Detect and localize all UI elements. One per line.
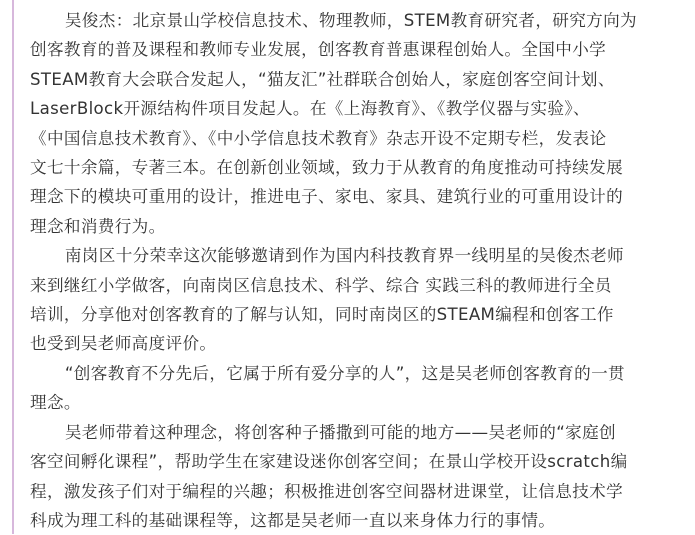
text-line: LaserBlock开源结构件项目发起人。在《上海教育》、《教学仪器与实验》、 xyxy=(30,99,590,119)
text-line: 培训，分享他对创客教育的了解与认知，同时南岗区的STEAM编程和创客工作 xyxy=(30,305,614,325)
paragraph-visit xyxy=(30,241,690,359)
text-line: 南岗区十分荣幸这次能够邀请到作为国内科技教育界一线明星的吴俊杰老师 xyxy=(64,246,625,266)
left-accent-border xyxy=(12,0,14,534)
text-line: 程，激发孩子们对于编程的兴趣；积极推进创客空间器材进课堂，让信息技术学 xyxy=(30,481,624,501)
text-line: 理念。 xyxy=(30,393,81,413)
text-line: 来到继红小学做客，向南岗区信息技术、科学、综合 实践三科的教师进行全员 xyxy=(30,275,612,295)
text-line: 理念和消费行为。 xyxy=(30,216,166,236)
text-line: 《中国信息技术教育》、《中小学信息技术教育》杂志开设不定期专栏，发表论 xyxy=(30,128,607,148)
text-line: 吴俊杰：北京景山学校信息技术、物理教师，STEM教育研究者，研究方向为 xyxy=(64,11,637,30)
text-line: “创客教育不分先后，它属于所有爱分享的人”，这是吴老师创客教育的一贯 xyxy=(64,363,625,383)
text-line: 客空间孵化课程”，帮助学生在家建设迷你创客空间；在景山学校开设scratch编 xyxy=(30,452,628,472)
paragraph-quote xyxy=(30,359,690,418)
text-line: 科成为理工科的基础课程等，这都是吴老师一直以来身体力行的事情。 xyxy=(30,510,556,530)
text-line: 文七十余篇，专著三本。在创新创业领域，致力于从教育的角度推动可持续发展 xyxy=(30,158,624,178)
text-line: 也受到吴老师高度评价。 xyxy=(30,334,217,354)
article-text xyxy=(30,6,690,535)
text-line: 创客教育的普及课程和教师专业发展，创客教育普惠课程创始人。全国中小学 xyxy=(30,40,607,60)
paragraph-practice xyxy=(30,418,690,535)
paragraph-bio xyxy=(30,6,690,241)
text-line: 吴老师带着这种理念，将创客种子播撒到可能的地方——吴老师的“家庭创 xyxy=(64,422,617,442)
text-line: 理念下的模块可重用的设计，推进电子、家电、家具、建筑行业的可重用设计的 xyxy=(30,187,624,207)
text-line: STEAM教育大会联合发起人，“猫友汇”社群联合创始人，家庭创客空间计划、 xyxy=(30,69,615,89)
